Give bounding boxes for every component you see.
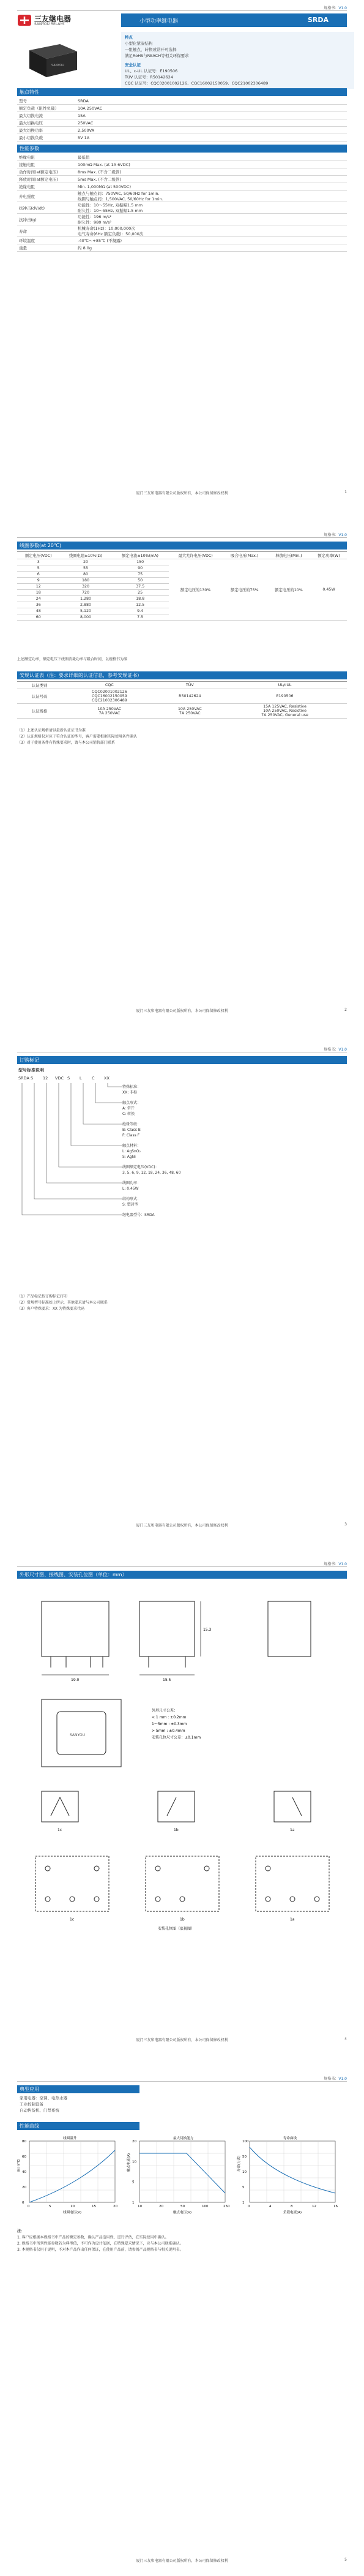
page-4 — [0, 1556, 364, 2055]
table-cell: 55 — [60, 565, 112, 572]
table-cell: 7.5 — [112, 614, 169, 621]
page-footer: 厦门三友和电器有限公司版权所有，本公司保留修改权利 — [136, 2038, 228, 2042]
x-axis-label: 触点电压(V) — [173, 2211, 192, 2215]
svg-text:1b: 1b — [174, 1828, 179, 1832]
table-cell: 50 — [112, 578, 169, 584]
x-tick-label: 0 — [248, 2205, 250, 2208]
ordering-notes — [17, 1294, 108, 1312]
table-cell: 18.8 — [112, 596, 169, 602]
pin-layout-drawing — [17, 1844, 347, 1942]
relay-photo — [24, 37, 80, 80]
curve-frame — [250, 2141, 335, 2202]
ordering-code-part: S — [31, 1076, 34, 1081]
column-header: 释放电压(Min.) — [267, 552, 311, 559]
y-tick-label: 40 — [22, 2170, 26, 2174]
contact-table — [17, 97, 347, 142]
logo-en: SANYOU RELAYS — [34, 22, 65, 26]
table-cell: 48 — [17, 608, 60, 614]
y-tick-label: 50 — [242, 2155, 247, 2159]
page-5 — [0, 2071, 364, 2576]
row-value: 5V 1A — [76, 134, 347, 142]
table-cell: 5,120 — [60, 608, 112, 614]
tolerance-line: 1～5mm : ±0.3mm — [152, 1722, 187, 1726]
x-tick-label: 100 — [202, 2205, 209, 2208]
tolerance-line: 安装孔位尺寸公差：±0.1mm — [152, 1736, 201, 1740]
page-number: 1 — [344, 490, 347, 494]
row-value: 100mΩ Max. (at 1A 6VDC) — [76, 161, 347, 168]
table-row — [17, 214, 347, 225]
table-cell: 25 — [112, 590, 169, 596]
approval-item: UL、c-UL 认证号：E190506 — [125, 69, 178, 74]
row-value: SRDA — [76, 97, 347, 105]
safety-notes — [17, 728, 137, 746]
row-key: 最大切换电流 — [17, 112, 76, 119]
logo-cn: 三友继电器 — [34, 15, 72, 23]
svg-text:1a: 1a — [290, 1917, 295, 1922]
y-tick-label: 60 — [22, 2155, 26, 2159]
column-header: 额定电流±10%(mA) — [112, 552, 169, 559]
row-value: 5ms Max. (不含二级管) — [76, 176, 347, 183]
table-row — [17, 134, 347, 142]
page-number: 3 — [344, 1522, 347, 1527]
ordering-title: 型号标准说明 — [18, 1068, 44, 1073]
page-header: 规格书：V1.0 — [324, 1562, 347, 1566]
performance-curves — [17, 2132, 347, 2224]
safety-note: （1）上述认证规格请以最新认证证书为准 — [17, 728, 86, 733]
column-header: 吸合电压(Max.) — [223, 552, 267, 559]
x-tick-label: 50 — [180, 2205, 185, 2208]
page-footer: 厦门三友和电器有限公司版权所有，本公司保留修改权利 — [136, 491, 228, 496]
dim-depth-label: 15.5 — [163, 1678, 171, 1682]
safety-note: （2）认证规格仅对应于符合认证的型号，客户需要根据实际使用条件确认 — [17, 735, 137, 739]
table-row — [17, 191, 347, 202]
page-number: 2 — [344, 1008, 347, 1012]
disclaimer-line: 3. 本规格书仅用于说明，不对本产品作出任何保证，在使用产品前，请参阅产品规格书与相关说明书。 — [17, 2248, 184, 2252]
svg-text:1a: 1a — [290, 1828, 295, 1832]
row-value: 功能性：10～55Hz, 双振幅1.5 mm 耐久性：10～55Hz, 双振幅1.5 mm — [76, 202, 347, 214]
row-value: 机械寿命(1Hz)：10,000,000次 电气寿命(6Hz 额定负载)：50,000次 — [76, 225, 347, 237]
column-header: 额定电压(VDC) — [17, 552, 60, 559]
table-cell: 8,000 — [60, 614, 112, 621]
row-value: -40℃～+85℃ (不凝露) — [76, 237, 347, 244]
safety-table — [17, 681, 347, 719]
row-value: 8ms Max. (不含二级管) — [76, 168, 347, 176]
table-row — [17, 119, 347, 127]
curve-line — [250, 2147, 335, 2193]
table-cell: 1,280 — [60, 596, 112, 602]
table-cell: 9.4 — [112, 608, 169, 614]
table-cell: 320 — [60, 584, 112, 590]
column-header: 额定功率(W) — [311, 552, 347, 559]
coil-table — [17, 551, 347, 621]
page-2 — [0, 527, 364, 1026]
svg-text:SANYOU: SANYOU — [70, 1733, 85, 1737]
row-value: 15A — [76, 112, 347, 119]
x-tick-label: 0 — [28, 2205, 30, 2208]
x-tick-label: 10 — [70, 2205, 75, 2208]
curves-section-bar: 性能曲线 — [17, 2122, 139, 2130]
row-key: 额定负载（阻性负载） — [17, 105, 76, 112]
page-number: 5 — [344, 2558, 347, 2562]
feature-item: 满足RoHS与REACH等相关环保要求 — [125, 53, 189, 58]
row-key: 型号 — [17, 97, 76, 105]
ordering-note: （2）常规型号标准如上所示，其他要求请与本公司联系 — [17, 1301, 108, 1305]
page-header: 规格书：V1.0 — [324, 1048, 347, 1052]
table-cell: 36 — [17, 602, 60, 608]
table-cell: 20 — [60, 559, 112, 565]
table-row — [17, 202, 347, 214]
table-cell: 80 — [60, 572, 112, 578]
table-cell: 60 — [17, 614, 60, 621]
curve-line — [29, 2150, 115, 2202]
table-row — [17, 237, 347, 244]
y-axis-label: 寿命(万次) — [237, 2155, 241, 2172]
disclaimer-line: 2. 规格书中所列性能参数若为典型值，不可作为设计依据，在特殊要求情况下，应与本公司联系确认。 — [17, 2242, 184, 2246]
ordering-section-bar: 订购标记 — [17, 1056, 347, 1064]
approval-item: CQC 认证号：CQC02001002126、CQC16002150059、CQC21002306489 — [125, 81, 269, 86]
curve-line — [139, 2153, 225, 2193]
safety-note: （3）对于使用条件有特殊要求时，请与本公司销售部门联系 — [17, 741, 115, 745]
row-key: 释放时间(at额定电压) — [17, 176, 76, 183]
table-row — [17, 176, 347, 183]
x-axis-label: 线圈电压(V) — [63, 2211, 82, 2215]
coil-section-bar: 线圈参数(at 20℃) — [17, 542, 347, 550]
page-header: 规格书：V1.0 — [324, 6, 347, 10]
ordering-item: 触点材料： L: AgSnO₂ S: AgNi — [122, 1144, 141, 1159]
row-key: 动作时间(at额定电压) — [17, 168, 76, 176]
dimensions-section-bar: 外形尺寸图、接线图、安装孔位图（单位：mm） — [17, 1571, 347, 1579]
page-3 — [0, 1041, 364, 1541]
page-number: 4 — [344, 2037, 347, 2041]
application-item: 家用电器：空调、电热水器 — [20, 2096, 67, 2101]
table-row — [17, 689, 347, 704]
disclaimer-line: 注： — [17, 2229, 25, 2234]
table-cell: 24 — [17, 596, 60, 602]
x-axis-label: 负载电流(A) — [283, 2211, 302, 2215]
y-tick-label: 100 — [242, 2140, 249, 2144]
table-row — [17, 97, 347, 105]
table-cell-merged: 额定电压的75% — [223, 559, 267, 621]
table-cell: 150 — [112, 559, 169, 565]
tolerance-line: 外形尺寸公差： — [152, 1709, 178, 1713]
x-tick-label: 15 — [92, 2205, 96, 2208]
tolerance-line: < 1 mm : ±0.2mm — [152, 1715, 187, 1720]
table-cell: R50142624 — [157, 689, 223, 704]
y-tick-label: 20 — [132, 2140, 136, 2144]
column-header: 最大允许电压(VDC) — [169, 552, 223, 559]
header-divider — [17, 537, 347, 538]
row-key: 重量 — [17, 244, 76, 252]
column-header: UL/cUL — [223, 682, 347, 689]
dim-height-label: 15.3 — [203, 1628, 212, 1632]
row-value: 2,500VA — [76, 127, 347, 134]
svg-text:1b: 1b — [180, 1917, 185, 1922]
row-key: 最大切换电压 — [17, 119, 76, 127]
tolerance-notes — [152, 1708, 201, 1740]
row-key: 环境温度 — [17, 237, 76, 244]
application-item: 自动售货机、门禁系统 — [20, 2108, 59, 2113]
dim-width-label: 19.0 — [71, 1678, 80, 1682]
ordering-item: 特殊标准： XX: 非标 — [122, 1085, 141, 1095]
ordering-note: （1）产品标记按订购标记打印 — [17, 1294, 67, 1299]
table-cell: 6 — [17, 572, 60, 578]
x-tick-label: 8 — [291, 2205, 293, 2208]
y-tick-label: 0 — [22, 2201, 24, 2205]
table-row — [17, 112, 347, 119]
safety-section-bar: 安规认证表（注：要求详细的认证信息，参考安规证书） — [17, 671, 347, 679]
y-tick-label: 80 — [22, 2140, 26, 2144]
ordering-code-part: 12 — [43, 1076, 48, 1081]
header-divider — [17, 1566, 347, 1567]
brand-logo — [17, 13, 109, 27]
column-header: 认证类别 — [17, 682, 62, 689]
table-cell-merged: 额定电压的130% — [169, 559, 223, 621]
row-value: 250VAC — [76, 119, 347, 127]
wiring-1c — [42, 1791, 78, 1832]
header-divider — [17, 2081, 347, 2082]
title-banner — [121, 13, 347, 27]
ordering-item: 结构形式： S: 塑封型 — [122, 1197, 141, 1207]
x-tick-label: 250 — [223, 2205, 230, 2208]
table-cell: 10A 250VAC 7A 250VAC — [157, 704, 223, 719]
table-cell: 15A 125VAC, Resistive 10A 250VAC, Resistive 7A 250VAC, General use — [223, 704, 347, 719]
row-key: 绝缘电阻 — [17, 183, 76, 191]
features-block — [121, 32, 354, 89]
row-key: 介电强度 — [17, 191, 76, 202]
page-footer: 厦门三友和电器有限公司版权所有，本公司保留修改权利 — [136, 1009, 228, 1013]
svg-text:1c: 1c — [70, 1917, 75, 1922]
curve-frame — [29, 2141, 115, 2202]
column-header: 线圈电阻±10%(Ω) — [60, 552, 112, 559]
table-cell-merged: 0.45W — [311, 559, 347, 621]
x-tick-label: 4 — [269, 2205, 272, 2208]
row-key: 接触电阻 — [17, 161, 76, 168]
table-row — [17, 559, 347, 565]
y-tick-label: 5 — [242, 2186, 245, 2189]
table-cell: 180 — [60, 578, 112, 584]
ordering-code-part: L — [80, 1076, 82, 1081]
feature-item: 小型化紧凑结构 — [125, 41, 153, 46]
ordering-code-part: S — [67, 1076, 70, 1081]
table-row — [17, 168, 347, 176]
curve-title: 寿命曲线 — [283, 2137, 297, 2140]
curve-title: 线圈温升 — [63, 2137, 77, 2140]
table-cell: 12.5 — [112, 602, 169, 608]
wiring-1b — [158, 1791, 195, 1832]
product-type: 小型功率继电器 — [139, 18, 179, 25]
table-row — [17, 244, 347, 252]
row-key: 最大切换功率 — [17, 127, 76, 134]
svg-text:SANYOU: SANYOU — [51, 64, 64, 67]
table-cell: 5 — [17, 565, 60, 572]
page-header: 规格书：V1.0 — [324, 533, 347, 537]
ordering-item: 绝缘等级： B: Class B F: Class F — [122, 1122, 141, 1138]
row-value: 10A 250VAC — [76, 105, 347, 112]
logo-mark-icon — [17, 13, 32, 27]
y-tick-label: 5 — [132, 2180, 135, 2185]
wiring-1a — [274, 1791, 311, 1832]
page-footer: 厦门三友和电器有限公司版权所有，本公司保留修改权利 — [136, 1524, 228, 1528]
y-tick-label: 1 — [132, 2201, 135, 2205]
application-section-bar: 典型应用 — [17, 2085, 139, 2093]
table-cell: 720 — [60, 590, 112, 596]
table-cell: 90 — [112, 565, 169, 572]
row-key: 寿命 — [17, 225, 76, 237]
ordering-code-part: VDC — [55, 1076, 64, 1081]
table-cell: 12 — [17, 584, 60, 590]
approvals-title: 安全认证 — [125, 62, 141, 67]
x-tick-label: 20 — [159, 2205, 163, 2208]
application-item: 工业控制设备 — [20, 2102, 43, 2107]
ordering-item: 继电器型号：SRDA — [122, 1213, 155, 1217]
ordering-item: 线圈功率： L: 0.45W — [122, 1181, 141, 1191]
table-row — [17, 183, 347, 191]
table-cell: 18 — [17, 590, 60, 596]
table-cell: 3 — [17, 559, 60, 565]
table-cell-merged: 额定电压的10% — [267, 559, 311, 621]
performance-section-bar: 性能参数 — [17, 145, 347, 153]
ordering-code — [18, 1076, 202, 1083]
ordering-leader-lines — [18, 1083, 202, 1285]
disclaimer-line: 1. 客户应根据本规格书中产品的额定参数，确认产品适用性、进行评估，在实际使用中确认。 — [17, 2235, 169, 2240]
ordering-item: 触点形式： A: 常开 C: 转换 — [122, 1101, 141, 1116]
table-row — [17, 105, 347, 112]
row-value: 最低值 — [76, 154, 347, 161]
feature-item: 一组触点，转换或常开可选择 — [125, 47, 177, 52]
outline-drawing — [17, 1583, 347, 1840]
y-axis-label: 温升(℃) — [17, 2158, 21, 2172]
coil-note: 上述额定功率，额定电压下线圈消耗功率与吸合时间，以规格书为准 — [17, 657, 128, 662]
table-row — [17, 154, 347, 161]
row-value: Min. 1,000MΩ (at 500VDC) — [76, 183, 347, 191]
performance-table — [17, 154, 347, 252]
y-axis-label: 触点电流(A) — [127, 2153, 131, 2172]
x-tick-label: 20 — [113, 2205, 117, 2208]
table-row — [17, 127, 347, 134]
ordering-code-part: XX — [104, 1076, 110, 1081]
tolerance-line: > 5mm : ±0.4mm — [152, 1729, 185, 1733]
table-cell: CQC02001002126 CQC16002150059 CQC21002306489 — [62, 689, 157, 704]
curve-frame — [139, 2141, 225, 2202]
table-cell: 2,880 — [60, 602, 112, 608]
column-header: TÜV — [157, 682, 223, 689]
disclaimer — [17, 2229, 347, 2253]
x-tick-label: 16 — [333, 2205, 338, 2208]
table-row — [17, 161, 347, 168]
y-tick-label: 20 — [22, 2186, 26, 2189]
x-tick-label: 10 — [138, 2205, 142, 2208]
row-value: 约 8.0g — [76, 244, 347, 252]
table-row — [17, 225, 347, 237]
pin-view-caption: 安装孔位图（底视图） — [158, 1927, 195, 1931]
row-key: 绝缘电阻 — [17, 154, 76, 161]
features-title: 特点 — [125, 35, 133, 40]
table-cell: 10A 250VAC 7A 250VAC — [62, 704, 157, 719]
row-key: 抗冲击(g) — [17, 214, 76, 225]
row-value: 触点与触点间：750VAC, 50/60Hz for 1min. 线圈与触点间：1,500VAC, 50/60Hz for 1min. — [76, 191, 347, 202]
column-header: CQC — [62, 682, 157, 689]
page-footer: 厦门三友和电器有限公司版权所有，本公司保留修改权利 — [136, 2559, 228, 2563]
ordering-note: （3）客户特殊要求：XX 为特殊要求代码 — [17, 1307, 84, 1311]
table-cell: 75 — [112, 572, 169, 578]
table-cell: 37.5 — [112, 584, 169, 590]
table-row — [17, 704, 347, 719]
page-header: 规格书：V1.0 — [324, 2077, 347, 2081]
header-divider — [17, 10, 347, 11]
table-cell: 认证号码 — [17, 689, 62, 704]
x-tick-label: 12 — [312, 2205, 316, 2208]
application-list — [20, 2095, 67, 2113]
row-key: 最小切换负载 — [17, 134, 76, 142]
y-tick-label: 10 — [132, 2160, 136, 2164]
ordering-code-part: C — [92, 1076, 95, 1081]
row-key: 抗冲击(dV/dt) — [17, 202, 76, 214]
y-tick-label: 10 — [242, 2170, 247, 2174]
approval-item: TÜV 认证号：R50142624 — [125, 75, 173, 80]
curve-title: 最大切换能力 — [173, 2137, 194, 2140]
contact-section-bar: 触点特性 — [17, 88, 347, 96]
y-tick-label: 1 — [242, 2201, 245, 2205]
product-model: SRDA — [307, 16, 329, 24]
page-1 — [0, 0, 364, 508]
table-cell: E190506 — [223, 689, 347, 704]
x-tick-label: 5 — [49, 2205, 51, 2208]
ordering-item: 线圈额定电压(VDC)： 3, 5, 6, 9, 12, 18, 24, 36, 48, 60 — [122, 1165, 181, 1175]
table-cell: 9 — [17, 578, 60, 584]
svg-text:1c: 1c — [58, 1828, 62, 1832]
table-cell: 认证规格 — [17, 704, 62, 719]
ordering-code-part: SRDA — [18, 1076, 29, 1081]
row-value: 功能性：196 m/s² 耐久性：980 m/s² — [76, 214, 347, 225]
